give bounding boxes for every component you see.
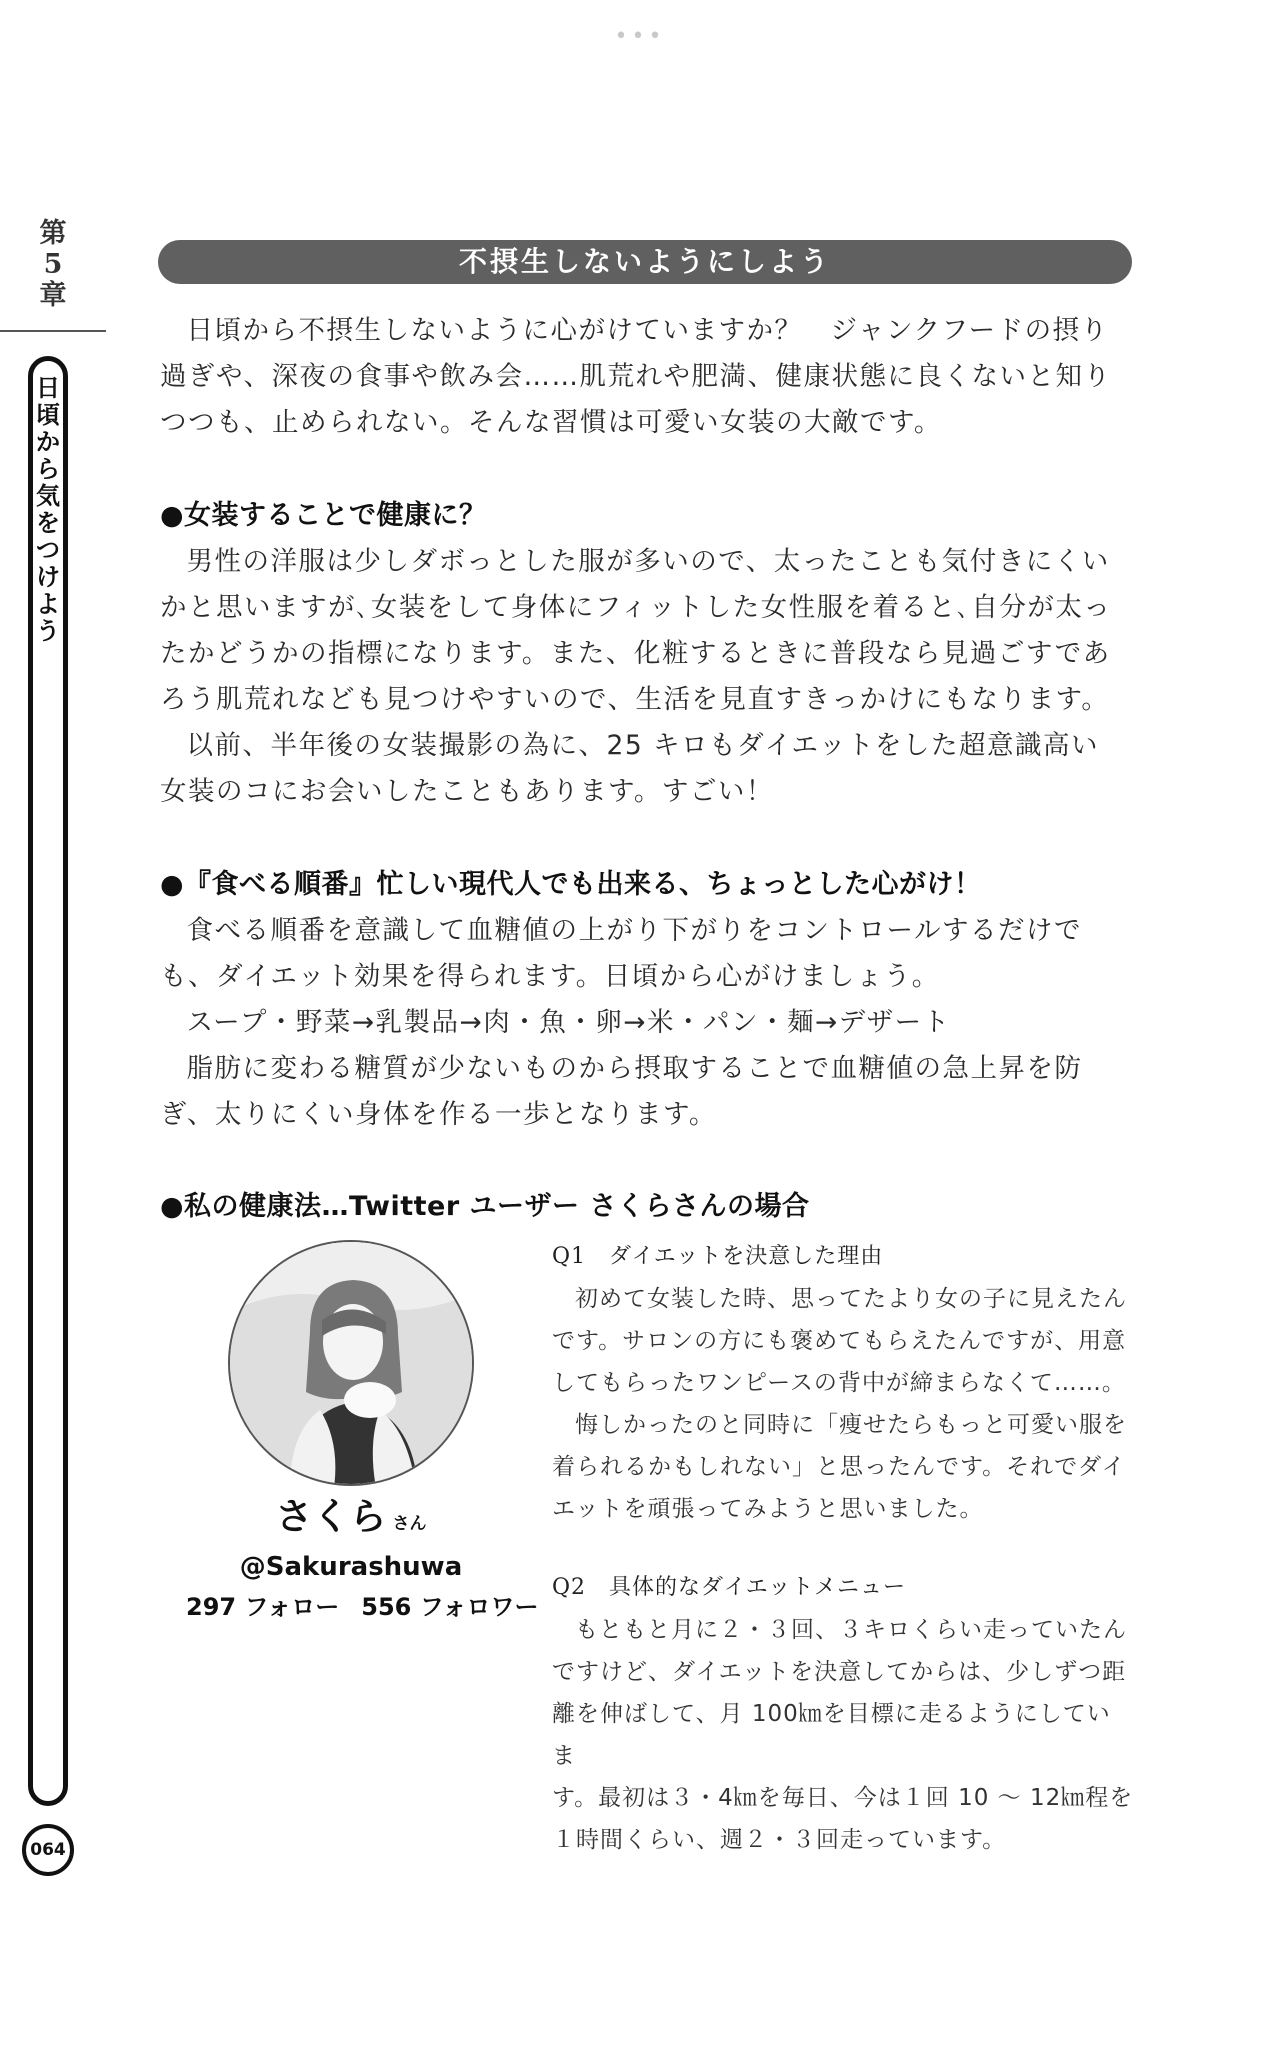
body-line: 日頃から不摂生しないように心がけていますか？ ジャンクフードの摂り (186, 315, 1109, 346)
name-suffix: さん (392, 1514, 427, 1534)
answer-line: １時間くらい、週２・３回走っています。 (552, 1827, 1007, 1853)
chapter-char: 5 (43, 249, 63, 280)
body-line: 以前、半年後の女装撮影の為に、25 キロもダイエットをした超意識高い (186, 730, 1100, 761)
avatar (228, 1240, 474, 1486)
answer-line: ですけど、ダイエットを決意してからは、少しずつ距 (552, 1659, 1127, 1685)
follow-count: 297 フォロー (186, 1593, 340, 1621)
side-tab-char: ら (36, 455, 60, 483)
body-line: ろう肌荒れなども見つけやすいので、生活を見直すきっかけにもなります。 (160, 684, 1110, 715)
profile-name: さくら さん (275, 1495, 427, 1538)
side-tab-char: 頃 (36, 401, 60, 429)
body-line: スープ・野菜→乳製品→肉・魚・卵→米・パン・麺→デザート (186, 1007, 951, 1038)
body-line: かと思いますが､女装をして身体にフィットした女性服を着ると､自分が太っ (160, 592, 1112, 623)
chapter-char: 章 (39, 280, 67, 311)
avatar-photo-icon (230, 1242, 474, 1486)
page-dots-indicator: ••• (614, 24, 666, 49)
answer-line: です。サロンの方にも褒めてもらえたんですが、用意 (552, 1328, 1127, 1354)
body-line: も、ダイエット効果を得られます。日頃から心がけましょう。 (160, 961, 940, 992)
body-line: ぎ、太りにくい身体を作る一歩となります。 (160, 1099, 717, 1130)
side-tab-label (33, 375, 63, 645)
profile-card (186, 1240, 539, 1627)
page-number: 064 (22, 1824, 74, 1876)
section-my-health-method (160, 1184, 1132, 1230)
side-tab-char: う (36, 617, 60, 645)
side-tab-char: 日 (36, 374, 60, 402)
section-side-tab (28, 356, 68, 1806)
body-line: たかどうかの指標になります。また、化粧するときに普段なら見過ごすであ (160, 638, 1111, 669)
profile-stats (186, 1587, 539, 1627)
section-heading: ●女装することで健康に？ (160, 500, 487, 531)
answer-line: エットを頑張ってみようと思いました。 (552, 1496, 984, 1522)
body-line: 過ぎや、深夜の食事や飲み会……肌荒れや肥満、健康状態に良くないと知り (160, 361, 1112, 392)
question-title: Q1 ダイエットを決意した理由 (552, 1244, 884, 1269)
answer-line: 離を伸ばして、月 100㎞を目標に走るようにしていま (552, 1701, 1111, 1769)
chapter-divider (0, 330, 106, 332)
section-eating-order (160, 862, 1132, 1138)
section-heading: ●『食べる順番』忙しい現代人でも出来る、ちょっとした心がけ！ (160, 869, 982, 900)
side-tab-char: か (36, 428, 60, 456)
answer-line: 着られるかもしれない」と思ったんです。それでダイ (552, 1454, 1126, 1480)
body-line: つつも、止められない。そんな習慣は可愛い女装の大敵です。 (160, 407, 942, 438)
side-tab-char: け (36, 563, 60, 591)
qa-q1 (552, 1236, 1134, 1530)
section-health (160, 493, 1132, 815)
side-tab-char: 気 (36, 482, 60, 510)
side-tab-char: つ (36, 536, 60, 564)
profile-handle: @Sakurashuwa (239, 1552, 463, 1582)
chapter-label (18, 218, 88, 311)
body-line: 脂肪に変わる糖質が少ないものから摂取することで血糖値の急上昇を防 (186, 1053, 1083, 1084)
answer-line: してもらったワンピースの背中が締まらなくて……。 (552, 1370, 1126, 1396)
question-title: Q2 具体的なダイエットメニュー (552, 1575, 907, 1600)
answer-line: 初めて女装した時、思ってたより女の子に見えたん (575, 1286, 1127, 1312)
answer-line: もともと月に２・３回、３キロくらい走っていたん (575, 1617, 1127, 1643)
chapter-char: 第 (39, 218, 67, 249)
body-line: 食べる順番を意識して血糖値の上がり下がりをコントロールするだけで (186, 915, 1082, 946)
intro-paragraph (160, 308, 1132, 446)
section-heading: ●私の健康法…Twitter ユーザー さくらさんの場合 (160, 1191, 810, 1222)
side-tab-char: よ (36, 590, 60, 618)
answer-line: 悔しかったのと同時に「痩せたらもっと可愛い服を (575, 1412, 1127, 1438)
body-line: 女装のコにお会いしたこともあります。すごい！ (160, 776, 774, 807)
section-title: 不摂生しないようにしよう (158, 240, 1132, 284)
follower-count: 556 フォロワー (361, 1593, 539, 1621)
side-tab-char: を (36, 509, 60, 537)
answer-line: す。最初は３・4㎞を毎日、今は１回 10 ～ 12㎞程を (552, 1785, 1134, 1811)
qa-q2 (552, 1567, 1134, 1861)
body-line: 男性の洋服は少しダボっとした服が多いので、太ったことも気付きにくい (186, 546, 1110, 577)
